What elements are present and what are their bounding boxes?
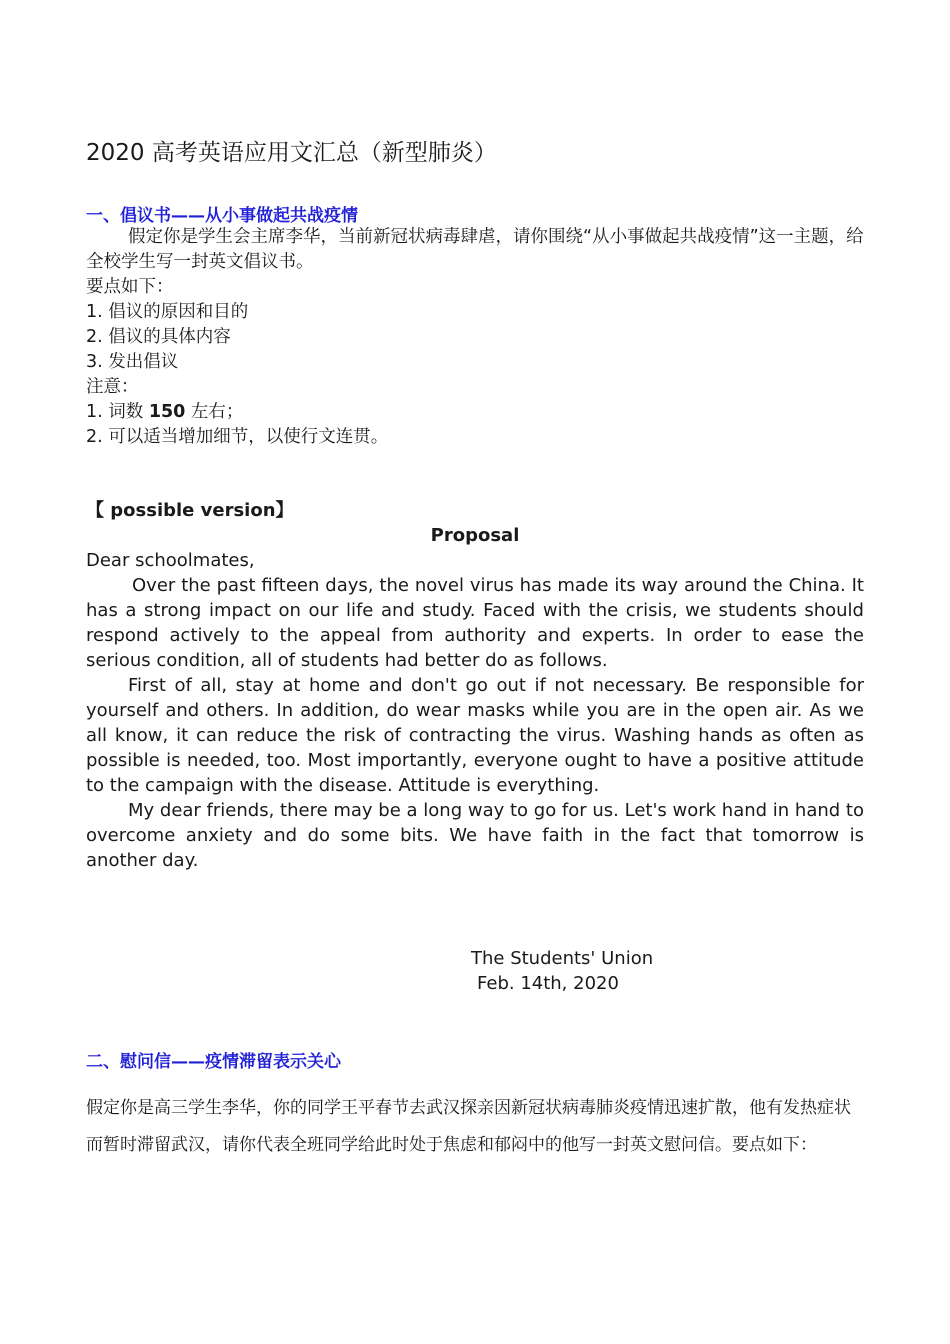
letter-date: Feb. 14th, 2020 [477, 973, 619, 994]
section1-note-2: 2. 可以适当增加细节，以使行文连贯。 [86, 427, 389, 447]
section2-block [86, 1090, 856, 1164]
note1-suffix: 左右； [185, 402, 244, 422]
section1-point-3: 3. 发出倡议 [86, 352, 179, 372]
note1-prefix: 1. 词数 [86, 402, 149, 422]
letter-paragraph-1: Over the past fifteen days, the novel virus has made its way around the China. It has a strong impact on our life and study. Faced with the crisis, we students should respond actively to the appeal from authority and experts. In order to ease the serious condition, all of students had better do as follows. [86, 575, 864, 671]
possible-version-block [86, 498, 864, 873]
letter-greeting: Dear schoolmates, [86, 550, 255, 571]
section1-note-1 [86, 400, 864, 425]
section2-prompt: 假定你是高三学生李华，你的同学王平春节去武汉探亲因新冠状病毒肺炎疫情迅速扩散，他有发热症状而暂时滞留武汉，请你代表全班同学给此时处于焦虑和郁闷中的他写一封英文慰问信。要点如下： [86, 1098, 851, 1155]
letter-signature: The Students' Union [471, 948, 654, 969]
section1-point-2: 2. 倡议的具体内容 [86, 327, 231, 347]
proposal-heading: Proposal [430, 525, 520, 546]
section1-points-label: 要点如下： [86, 277, 174, 297]
letter-paragraph-2: First of all, stay at home and don't go out if not necessary. Be responsible for yourself and others. In addition, do wear masks while you are in the open air. As we all know, it can reduce the risk of contracting the virus. Washing hands as often as possible is needed, too. Most importantly, everyone ought to have a positive attitude to the campaign with the disease. Attitude is everything. [86, 675, 864, 796]
note1-word-count: 150 [148, 402, 186, 422]
section2-heading: 二、慰问信——疫情滞留表示关心 [86, 1052, 341, 1072]
section1-block [86, 225, 864, 450]
section1-prompt: 假定你是学生会主席李华，当前新冠状病毒肆虐，请你围绕“从小事做起共战疫情”这一主题，给全校学生写一封英文倡议书。 [86, 227, 864, 272]
possible-version-label: 【 possible version】 [86, 500, 294, 521]
section1-heading: 一、倡议书——从小事做起共战疫情 [86, 206, 358, 226]
document-title: 2020 高考英语应用文汇总（新型肺炎） [86, 140, 497, 166]
section1-point-1: 1. 倡议的原因和目的 [86, 302, 249, 322]
section1-notes-label: 注意： [86, 377, 139, 397]
letter-paragraph-3: My dear friends, there may be a long way to go for us. Let's work hand in hand to overcome anxiety and do some bits. We have faith in the fact that tomorrow is another day. [86, 800, 864, 871]
